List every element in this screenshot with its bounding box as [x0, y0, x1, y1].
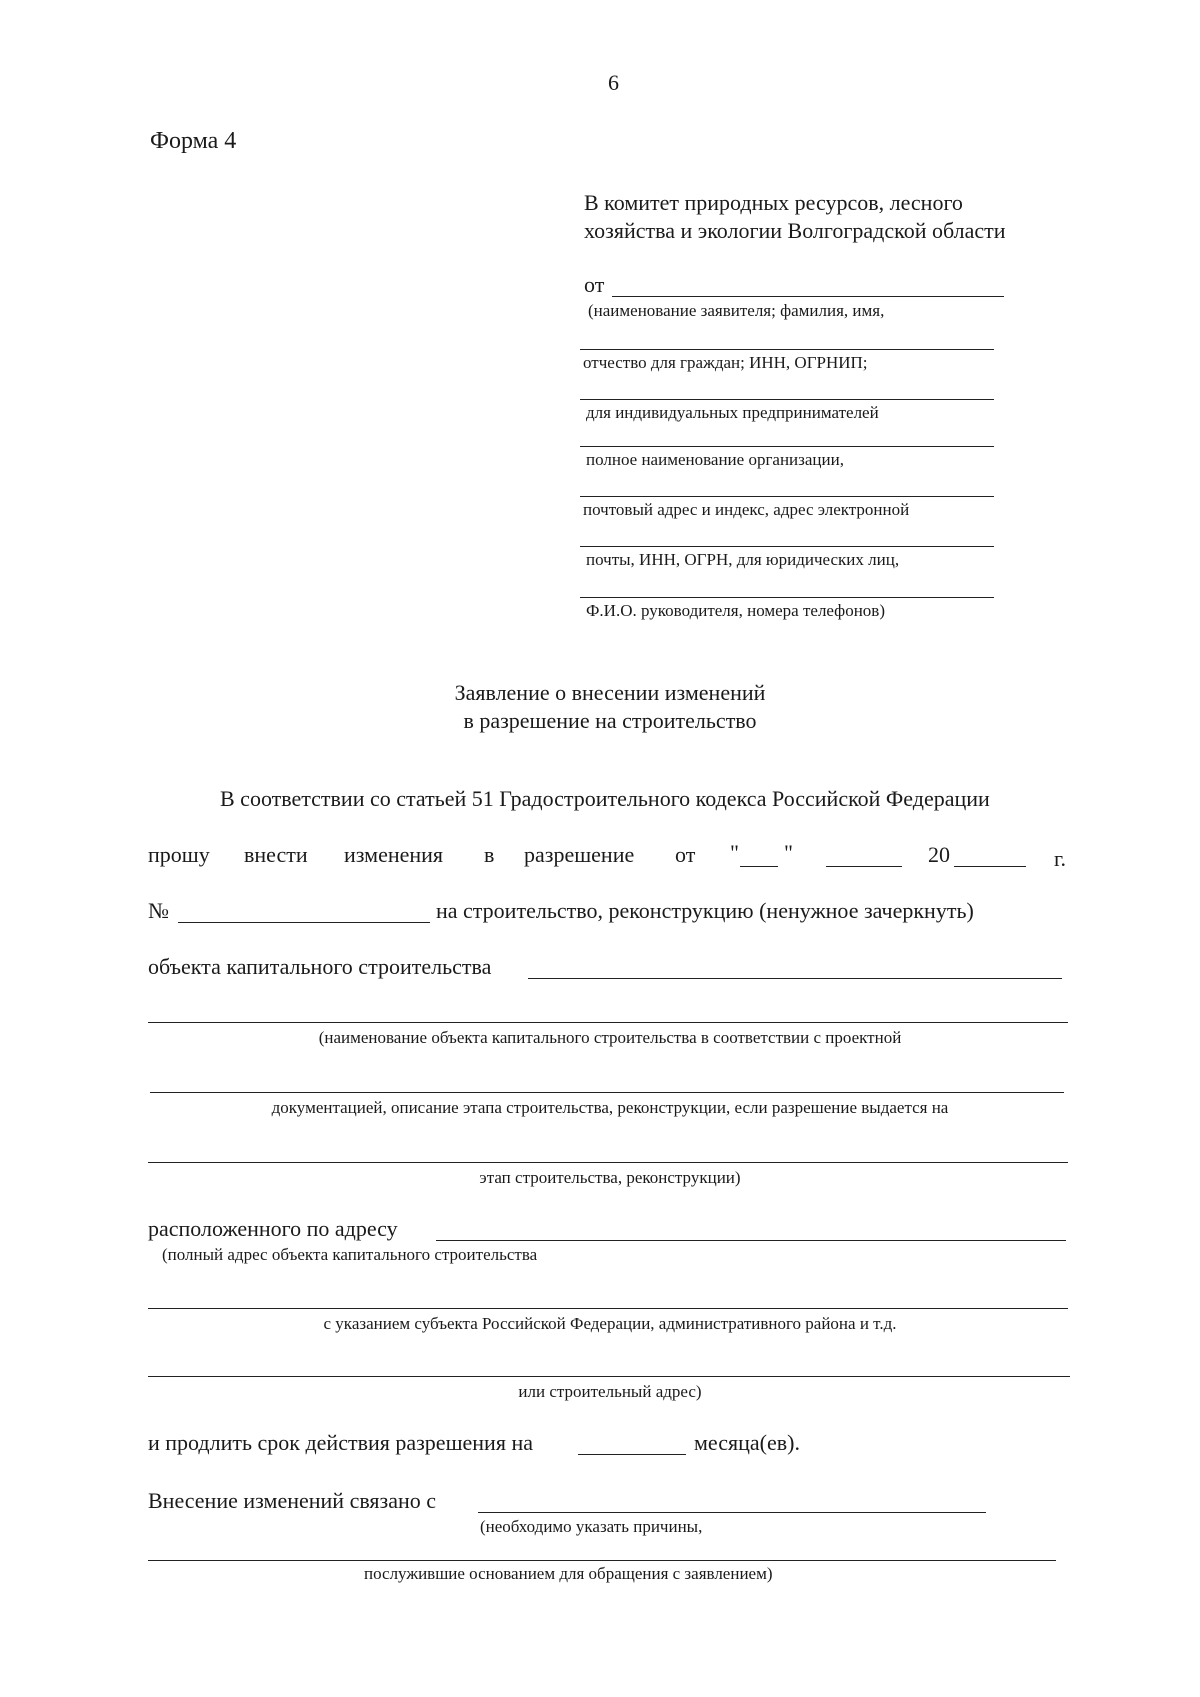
request-word-2: внести: [244, 842, 308, 867]
address-hint-1: (полный адрес объекта капитального строительства: [162, 1245, 538, 1264]
from-label: от: [584, 272, 605, 297]
applicant-field-7[interactable]: [580, 597, 994, 598]
extend-months-field[interactable]: [578, 1454, 686, 1455]
date-open-quote: ": [730, 840, 739, 865]
object-field-2[interactable]: [148, 1022, 1068, 1023]
date-close-quote: ": [784, 840, 793, 865]
date-day-field[interactable]: [740, 866, 778, 867]
request-word-4: в: [484, 842, 495, 867]
reason-field-1[interactable]: [478, 1512, 986, 1513]
applicant-hint-5: почтовый адрес и индекс, адрес электронной: [583, 500, 910, 519]
applicant-field-2[interactable]: [580, 349, 994, 350]
form-label: Форма 4: [150, 128, 237, 154]
applicant-hint-1: (наименование заявителя; фамилия, имя,: [588, 301, 885, 320]
applicant-field-3[interactable]: [580, 399, 994, 400]
applicant-hint-4: полное наименование организации,: [586, 450, 844, 469]
page-number: 6: [608, 70, 619, 95]
object-hint-1: (наименование объекта капитального строительства в соответствии с проектной: [318, 1028, 902, 1047]
year-prefix: 20: [928, 842, 950, 867]
object-field-4[interactable]: [148, 1162, 1068, 1163]
intro-text: В соответствии со статьей 51 Градостроительного кодекса Российской Федерации: [220, 786, 990, 811]
addressee-line-2: хозяйства и экологии Волгоградской области: [584, 218, 1006, 243]
object-hint-3: этап строительства, реконструкции): [479, 1168, 741, 1187]
date-year-field[interactable]: [954, 866, 1026, 867]
address-label: расположенного по адресу: [148, 1216, 398, 1241]
applicant-field-1[interactable]: [612, 296, 1004, 297]
reason-label: Внесение изменений связано с: [148, 1488, 437, 1513]
number-sign: №: [148, 898, 169, 923]
request-word-3: изменения: [344, 842, 444, 867]
address-field-3[interactable]: [148, 1376, 1070, 1377]
extend-prefix: и продлить срок действия разрешения на: [148, 1430, 533, 1455]
year-suffix: г.: [1054, 846, 1067, 871]
document-title-line-2: в разрешение на строительство: [463, 708, 757, 733]
applicant-hint-3: для индивидуальных предпринимателей: [586, 403, 879, 422]
object-label: объекта капитального строительства: [148, 954, 492, 979]
address-field-2[interactable]: [148, 1308, 1068, 1309]
object-name-field[interactable]: [528, 978, 1062, 979]
date-month-field[interactable]: [826, 866, 902, 867]
object-field-3[interactable]: [150, 1092, 1064, 1093]
applicant-field-5[interactable]: [580, 496, 994, 497]
construction-text: на строительство, реконструкцию (ненужное зачеркнуть): [436, 898, 974, 923]
reason-field-2[interactable]: [148, 1560, 1056, 1561]
extend-suffix: месяца(ев).: [694, 1430, 800, 1455]
applicant-hint-2: отчество для граждан; ИНН, ОГРНИП;: [583, 353, 868, 372]
address-hint-3: или строительный адрес): [518, 1382, 702, 1401]
document-title-line-1: Заявление о внесении изменений: [454, 680, 766, 705]
request-word-6: от: [675, 842, 696, 867]
applicant-hint-7: Ф.И.О. руководителя, номера телефонов): [586, 601, 885, 620]
object-hint-2: документацией, описание этапа строительства, реконструкции, если разрешение выдается на: [271, 1098, 949, 1117]
request-word-1: прошу: [148, 842, 210, 867]
reason-hint-2: послужившие основанием для обращения с заявлением): [364, 1564, 773, 1583]
reason-hint-1: (необходимо указать причины,: [480, 1517, 703, 1536]
address-hint-2: с указанием субъекта Российской Федерации, административного района и т.д.: [323, 1314, 897, 1333]
addressee-line-1: В комитет природных ресурсов, лесного: [584, 190, 963, 215]
applicant-hint-6: почты, ИНН, ОГРН, для юридических лиц,: [586, 550, 900, 569]
address-field-1[interactable]: [436, 1240, 1066, 1241]
applicant-field-4[interactable]: [580, 446, 994, 447]
permit-number-field[interactable]: [178, 922, 430, 923]
request-word-5: разрешение: [524, 842, 635, 867]
applicant-field-6[interactable]: [580, 546, 994, 547]
